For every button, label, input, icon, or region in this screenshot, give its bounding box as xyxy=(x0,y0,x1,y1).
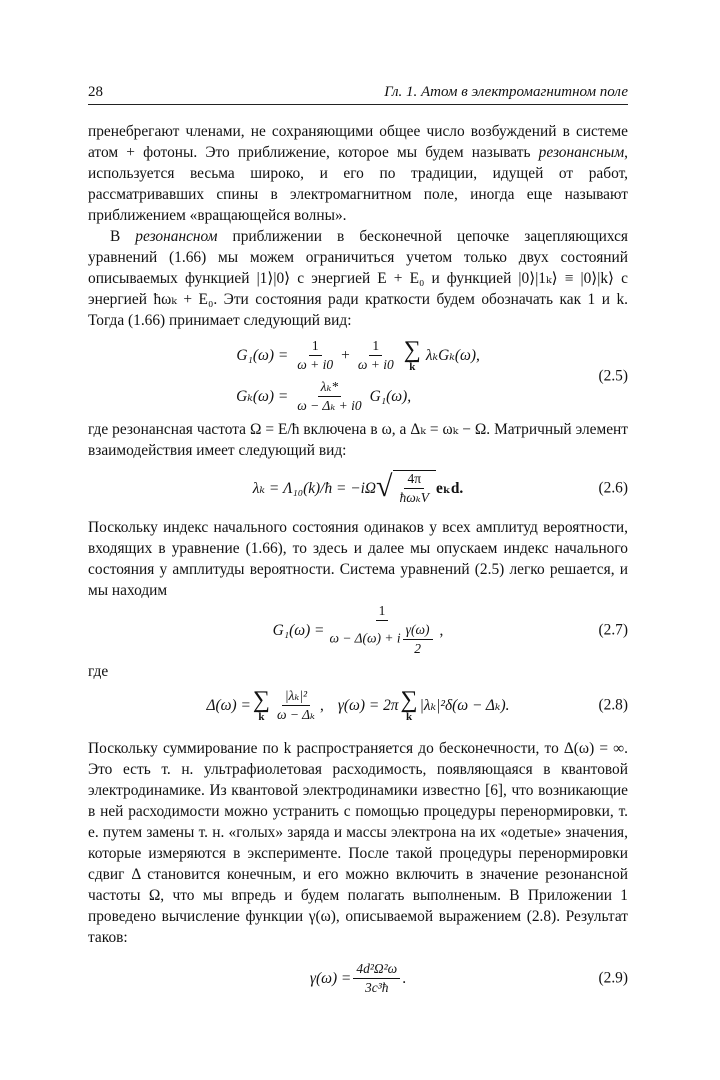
equation-number-2-7: (2.7) xyxy=(598,621,628,639)
page-header xyxy=(88,80,628,105)
sqrt-symbol: √ $\frac{4\pi}{\text{ħωₖV}}$ xyxy=(376,470,436,506)
equation-number-2-9: (2.9) xyxy=(598,969,628,987)
term-resonant-2: резонансном xyxy=(135,228,218,245)
equation-2-7: G₁(ω) = 1 ω − Δ(ω) + i $\frac{\gamma(\omega)}{2}$ , (2.7) xyxy=(272,603,628,656)
equation-2-5: G₁(ω) = $\frac{1}{\omega + i0}$ + $\frac{1}{\omega + i0}$ ∑ k λₖGₖ(ω), Gₖ(ω) = $\frac{\text{λₖ*}}{\text{ω − Δₖ + i0}}$ G₁(ω), (2.5) xyxy=(236,337,628,413)
page-number: 28 xyxy=(88,84,103,100)
paragraph-1: пренебрегают членами, не сохраняющими общее число возбуждений в системе атом + фотоны. Это приближение, которое мы будем называть резонансным, используется весьма широко, и его по традиции, идущей от работ, рассматривавших спины в электромагнитном поле, иногда еще называют приближением «вращающейся волны». xyxy=(88,123,628,224)
eq25-line1-lhs: G₁(ω) = xyxy=(236,347,289,364)
page xyxy=(88,80,628,1002)
eq25-frac3: $\frac{\text{λₖ*}}{\text{ω − Δₖ + i0}}$ xyxy=(297,379,362,413)
paragraph-2: В резонансном приближении в бесконечной цепочке зацепляющихся уравнений (1.66) мы можем ограничиться учетом только двух состояний описываемых функцией |1⟩|0⟩ с энергией E + E₀ и функцией |0⟩|1ₖ⟩ ≡ |0⟩|k⟩ с энергией ħωₖ + E₀. Эти состояния ради краткости будем обозначать как 1 и k. Тогда (1.66) принимает следующий вид: xyxy=(88,228,628,329)
eq25-line2-lhs: Gₖ(ω) = xyxy=(236,388,289,405)
equation-number-2-8: (2.8) xyxy=(598,696,628,714)
equation-2-9: γ(ω) = $\frac{\text{4d²Ω²ω}}{\text{3c³ħ}}$ . (2.9) xyxy=(309,960,628,995)
eq25-frac1: $\frac{1}{\omega + i0}$ xyxy=(297,338,334,372)
paragraph-6: Поскольку суммирование по k распространяется до бесконечности, то Δ(ω) = ∞. Это есть т. н. ультрафиолетовая расходимость, появляющаяся в квантовой электродинамике. Из квантовой электродинамики известно [6], что возникающие в ней расходимости можно устранить с помощью процедуры перенормировки, т. е. путем замены т. н. «голых» заряда и массы электрона на их «одетые» значения, которые измеряются в эксперименте. После такой процедуры перенормировки сдвиг Δ становится конечным, и его можно включить в значение резонансной частоты Ω, что мы впредь и будем полагать выполненым. В Приложении 1 проведено вычисление функции γ(ω), описываемой выражением (2.8). Результат таков: xyxy=(88,740,628,946)
page-body xyxy=(88,121,628,1002)
term-resonant: резонансным xyxy=(538,144,625,161)
paragraph-3: где резонансная частота Ω = E/ħ включена в ω, а Δₖ = ωₖ − Ω. Матричный элемент взаимодействия имеет следующий вид: xyxy=(88,421,628,459)
paragraph-4: Поскольку индекс начального состояния одинаков у всех амплитуд вероятности, входящих в уравнение (1.66), то здесь и далее мы опускаем индекс начального состояния у амплитуды вероятности. Система уравнений (2.5) легко решается, и мы находим xyxy=(88,519,628,599)
equation-2-8: Δ(ω) = ∑ k $\frac{\text{|λₖ|²}}{\text{ω − Δₖ}}$ , γ(ω) = 2π ∑ k |λₖ|²δ(ω − Δₖ). (2.8) xyxy=(206,686,628,723)
eq25-frac2: $\frac{1}{\omega + i0}$ xyxy=(357,338,394,372)
paragraph-5: где xyxy=(88,663,109,680)
equation-number-2-6: (2.6) xyxy=(598,479,628,497)
equation-number-2-5: (2.5) xyxy=(598,367,628,385)
equation-2-6: λₖ = Λ₁₀(k)/ħ = −iΩ √ $\frac{4\pi}{\text{ħωₖV}}$ eₖd. (2.6) xyxy=(252,470,628,505)
sum-symbol: ∑ k xyxy=(403,337,421,373)
running-title: Гл. 1. Атом в электромагнитном поле xyxy=(384,84,628,100)
